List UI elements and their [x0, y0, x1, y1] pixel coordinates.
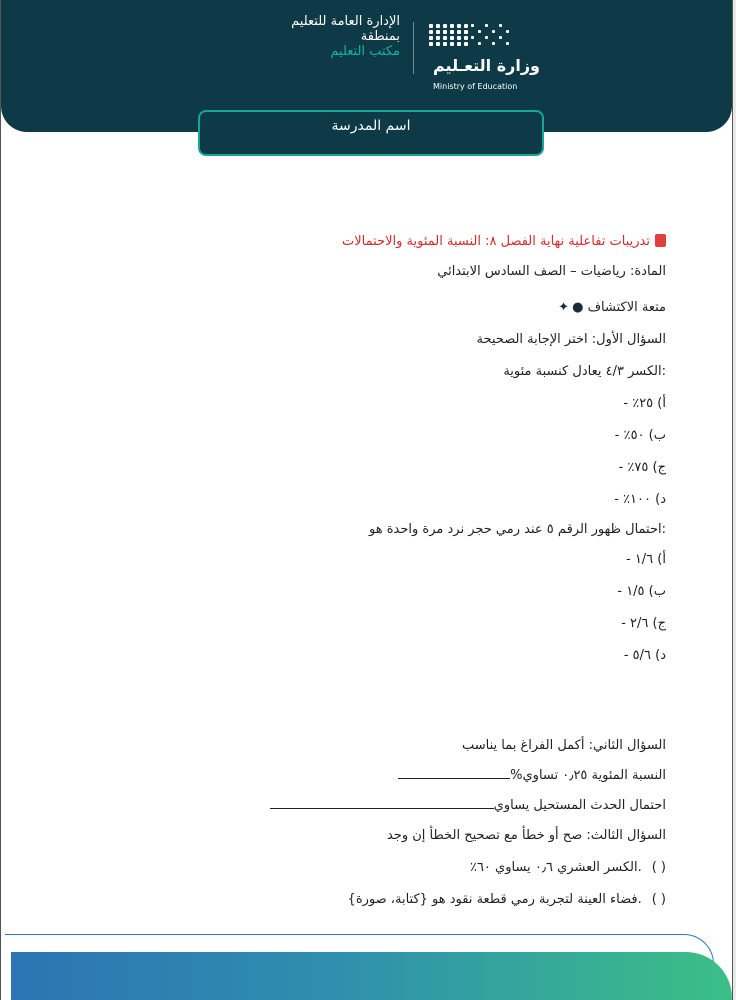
header-divider: [413, 22, 414, 74]
ministry-name-ar: وزارة التعـليم: [433, 56, 540, 75]
ministry-logo: [421, 16, 541, 96]
q3-item-1-text: .الكسر العشري ٠٫٦ يساوي ٦٠٪: [469, 860, 642, 875]
q1b-option-b: ب) ١/٥ -: [617, 584, 666, 599]
q2-heading: السؤال الثاني: أكمل الفراغ بما يناسب: [461, 738, 666, 753]
logo-dot: [457, 24, 461, 28]
q1a-prompt: :الكسر ٤/٣ يعادل كنسبة مئوية: [503, 364, 666, 379]
school-name-box: [198, 110, 544, 156]
education-office: مكتب التعليم: [330, 44, 400, 59]
q2-item-1-suffix: %: [510, 768, 523, 783]
logo-dot: [429, 36, 433, 40]
logo-dot: [478, 30, 481, 33]
logo-dot: [450, 30, 454, 34]
q2-item-1-text: النسبة المئوية ٠٫٢٥ تساوي: [522, 768, 666, 783]
logo-dot: [478, 42, 481, 45]
q1a-option-c: ج) ٧٥٪ -: [618, 460, 666, 475]
logo-dot: [485, 24, 488, 27]
answer-blank-2[interactable]: [270, 798, 494, 809]
q3-heading: السؤال الثالث: صح أو خطأ مع تصحيح الخطأ إن وجد: [386, 828, 666, 843]
q3-item-1: [470, 860, 666, 875]
logo-dot: [457, 36, 461, 40]
logo-dot: [443, 42, 447, 46]
subject-line: المادة: رياضيات – الصف السادس الابتدائي: [437, 264, 666, 279]
worksheet-title-text: تدريبات تفاعلية نهاية الفصل ٨: النسبة المئوية والاحتمالات: [342, 234, 650, 249]
logo-dot: [464, 42, 468, 46]
magnifier-icon: ●: [572, 300, 584, 315]
logo-dot: [492, 42, 495, 45]
logo-dot: [506, 42, 509, 45]
q3-item-2: [348, 892, 666, 907]
logo-dot: [443, 30, 447, 34]
admin-line-1: الإدارة العامة للتعليم: [291, 14, 400, 29]
logo-dot: [429, 42, 433, 46]
logo-dot: [450, 24, 454, 28]
footer-band: [11, 952, 732, 1000]
answer-bracket-1[interactable]: ( ): [651, 860, 666, 875]
logo-dot: [443, 36, 447, 40]
q1b-option-c: ج) ٢/٦ -: [621, 616, 666, 631]
logo-dot: [457, 30, 461, 34]
section-label-text: متعة الاكتشاف: [587, 300, 666, 315]
ministry-name-en: Ministry of Education: [433, 82, 518, 91]
sparkle-icon: ✦: [558, 300, 570, 315]
q1b-option-a: أ) ١/٦ -: [625, 552, 666, 567]
logo-dot: [506, 30, 509, 33]
logo-dot: [471, 24, 474, 27]
logo-dot: [450, 36, 454, 40]
worksheet-title: [342, 234, 666, 249]
section-label: [555, 300, 666, 315]
logo-dot: [457, 42, 461, 46]
q2-item-2: [270, 798, 666, 813]
ministry-logo-icon: [429, 24, 529, 52]
logo-dot: [464, 24, 468, 28]
administration-block: [291, 14, 400, 60]
logo-dot: [436, 36, 440, 40]
answer-blank-1[interactable]: [398, 768, 510, 779]
logo-dot: [499, 24, 502, 27]
logo-dot: [450, 42, 454, 46]
logo-dot: [436, 30, 440, 34]
q1b-option-d: د) ٥/٦ -: [623, 648, 666, 663]
school-name-label: اسم المدرسة: [331, 118, 411, 134]
logo-dot: [492, 30, 495, 33]
logo-dot: [464, 36, 468, 40]
logo-dot: [429, 30, 433, 34]
answer-bracket-2[interactable]: ( ): [651, 892, 666, 907]
logo-dot: [471, 36, 474, 39]
logo-dot: [443, 24, 447, 28]
logo-dot: [436, 42, 440, 46]
logo-dot: [485, 36, 488, 39]
admin-line-2: بمنطقة: [360, 29, 400, 44]
q1a-option-d: د) ١٠٠٪ -: [614, 492, 666, 507]
q1-heading: السؤال الأول: اختر الإجابة الصحيحة: [476, 332, 666, 347]
logo-dot: [464, 30, 468, 34]
book-icon: [655, 234, 666, 247]
q1a-option-a: أ) ٢٥٪ -: [623, 396, 666, 411]
q2-item-1: [398, 768, 666, 783]
q2-item-2-text: احتمال الحدث المستحيل يساوي: [493, 798, 666, 813]
logo-dot: [429, 24, 433, 28]
q1b-prompt: :احتمال ظهور الرقم ٥ عند رمي حجر نرد مرة واحدة هو: [369, 522, 666, 537]
q1a-option-b: ب) ٥٠٪ -: [614, 428, 666, 443]
q3-item-2-text: .فضاء العينة لتجربة رمي قطعة نقود هو {كتابة، صورة}: [347, 892, 642, 907]
logo-dot: [499, 36, 502, 39]
logo-dot: [436, 24, 440, 28]
